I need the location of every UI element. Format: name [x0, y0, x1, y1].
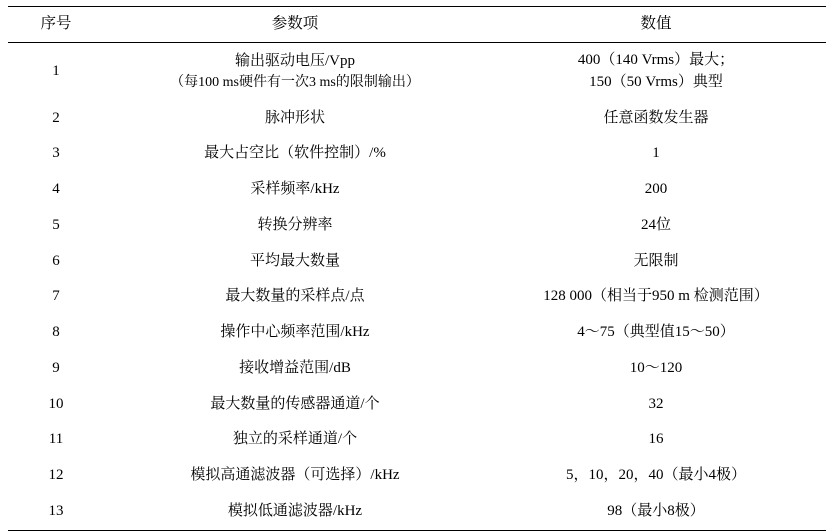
table-row [8, 244, 826, 280]
cell-value-line: 10～120 [629, 359, 683, 376]
cell-index: 5 [52, 216, 60, 233]
cell-index: 11 [48, 431, 64, 448]
cell-parameter [104, 244, 486, 280]
table-row [8, 172, 826, 208]
cell-value [486, 43, 826, 101]
cell-parameter [104, 315, 486, 351]
cell-value-line: 无限制 [633, 252, 679, 269]
cell-value [486, 279, 826, 315]
cell-parameter-line: 采样频率/kHz [250, 181, 340, 198]
table-row [8, 136, 826, 172]
cell-parameter-line: 最大数量的采样点/点 [225, 288, 365, 305]
cell-parameter-line: 转换分辨率 [257, 216, 333, 233]
cell-index: 10 [48, 395, 64, 412]
cell-value-line: 4～75（典型值15～50） [577, 324, 735, 341]
cell-value-line: 200 [644, 181, 668, 198]
table-row [8, 494, 826, 530]
cell-index: 4 [52, 181, 60, 198]
cell-parameter-line: （每100 ms硬件有一次3 ms的限制输出） [170, 74, 420, 90]
table-row [8, 387, 826, 423]
cell-index: 13 [8, 494, 104, 530]
document-page [0, 6, 834, 518]
cell-index: 9 [52, 359, 60, 376]
cell-parameter [104, 351, 486, 387]
cell-index: 2 [52, 109, 60, 126]
cell-value-line: 任意函数发生器 [603, 109, 709, 126]
cell-parameter [104, 172, 486, 208]
cell-value [486, 101, 826, 137]
cell-index: 7 [52, 288, 60, 305]
cell-index: 8 [52, 324, 60, 341]
cell-parameter [104, 279, 486, 315]
specification-table [8, 6, 826, 531]
cell-index: 3 [52, 145, 60, 162]
cell-value-line: 1 [652, 145, 660, 162]
cell-value-line: 24位 [640, 216, 671, 233]
cell-parameter-line: 最大数量的传感器通道/个 [210, 395, 380, 412]
cell-value [486, 244, 826, 280]
cell-value [486, 387, 826, 423]
table-row [8, 208, 826, 244]
cell-value [486, 351, 826, 387]
cell-value-line: 98（最小8极） [607, 502, 705, 519]
cell-parameter [104, 387, 486, 423]
column-header-value: 数值 [486, 7, 826, 43]
cell-value-line: 400（140 Vrms）最大； [577, 52, 735, 69]
cell-value [486, 458, 826, 494]
cell-value-line: 32 [648, 395, 664, 412]
table-row [8, 351, 826, 387]
cell-parameter-line: 模拟高通滤波器（可选择）/kHz [190, 467, 400, 484]
cell-value-line: 5，10，20，40（最小4极） [565, 467, 746, 484]
cell-parameter [104, 208, 486, 244]
cell-parameter-line: 脉冲形状 [264, 109, 325, 126]
cell-parameter [104, 136, 486, 172]
table-row [8, 315, 826, 351]
cell-parameter [104, 458, 486, 494]
cell-value-line: 16 [648, 431, 664, 448]
cell-value [486, 315, 826, 351]
cell-value [486, 172, 826, 208]
table-row [8, 43, 826, 101]
table-body [8, 43, 826, 531]
cell-parameter-line: 模拟低通滤波器/kHz [227, 502, 363, 519]
table-header [8, 7, 826, 43]
column-header-index: 序号 [8, 7, 104, 43]
table-row [8, 101, 826, 137]
table-header-row [8, 7, 826, 43]
cell-value [486, 422, 826, 458]
cell-parameter [104, 494, 486, 530]
table-row [8, 458, 826, 494]
cell-index: 12 [48, 467, 64, 484]
cell-index: 1 [52, 63, 60, 80]
cell-parameter [104, 101, 486, 137]
cell-parameter-line: 平均最大数量 [249, 252, 340, 269]
table-row [8, 279, 826, 315]
cell-parameter-line: 输出驱动电压/Vpp [234, 52, 355, 69]
cell-parameter-line: 最大占空比（软件控制）/% [204, 145, 386, 162]
cell-parameter [104, 422, 486, 458]
cell-parameter-line: 独立的采样通道/个 [232, 431, 358, 448]
cell-value [486, 136, 826, 172]
cell-parameter-line: 接收增益范围/dB [239, 359, 351, 376]
cell-value [486, 208, 826, 244]
cell-index: 6 [52, 252, 60, 269]
table-row [8, 422, 826, 458]
cell-value-line: 150（50 Vrms）典型 [589, 73, 723, 90]
cell-parameter-line: 操作中心频率范围/kHz [220, 324, 370, 341]
cell-value [486, 494, 826, 530]
column-header-parameter: 参数项 [104, 7, 486, 43]
cell-value-line: 128 000（相当于950 m 检测范围） [543, 288, 769, 305]
cell-parameter [104, 43, 486, 101]
